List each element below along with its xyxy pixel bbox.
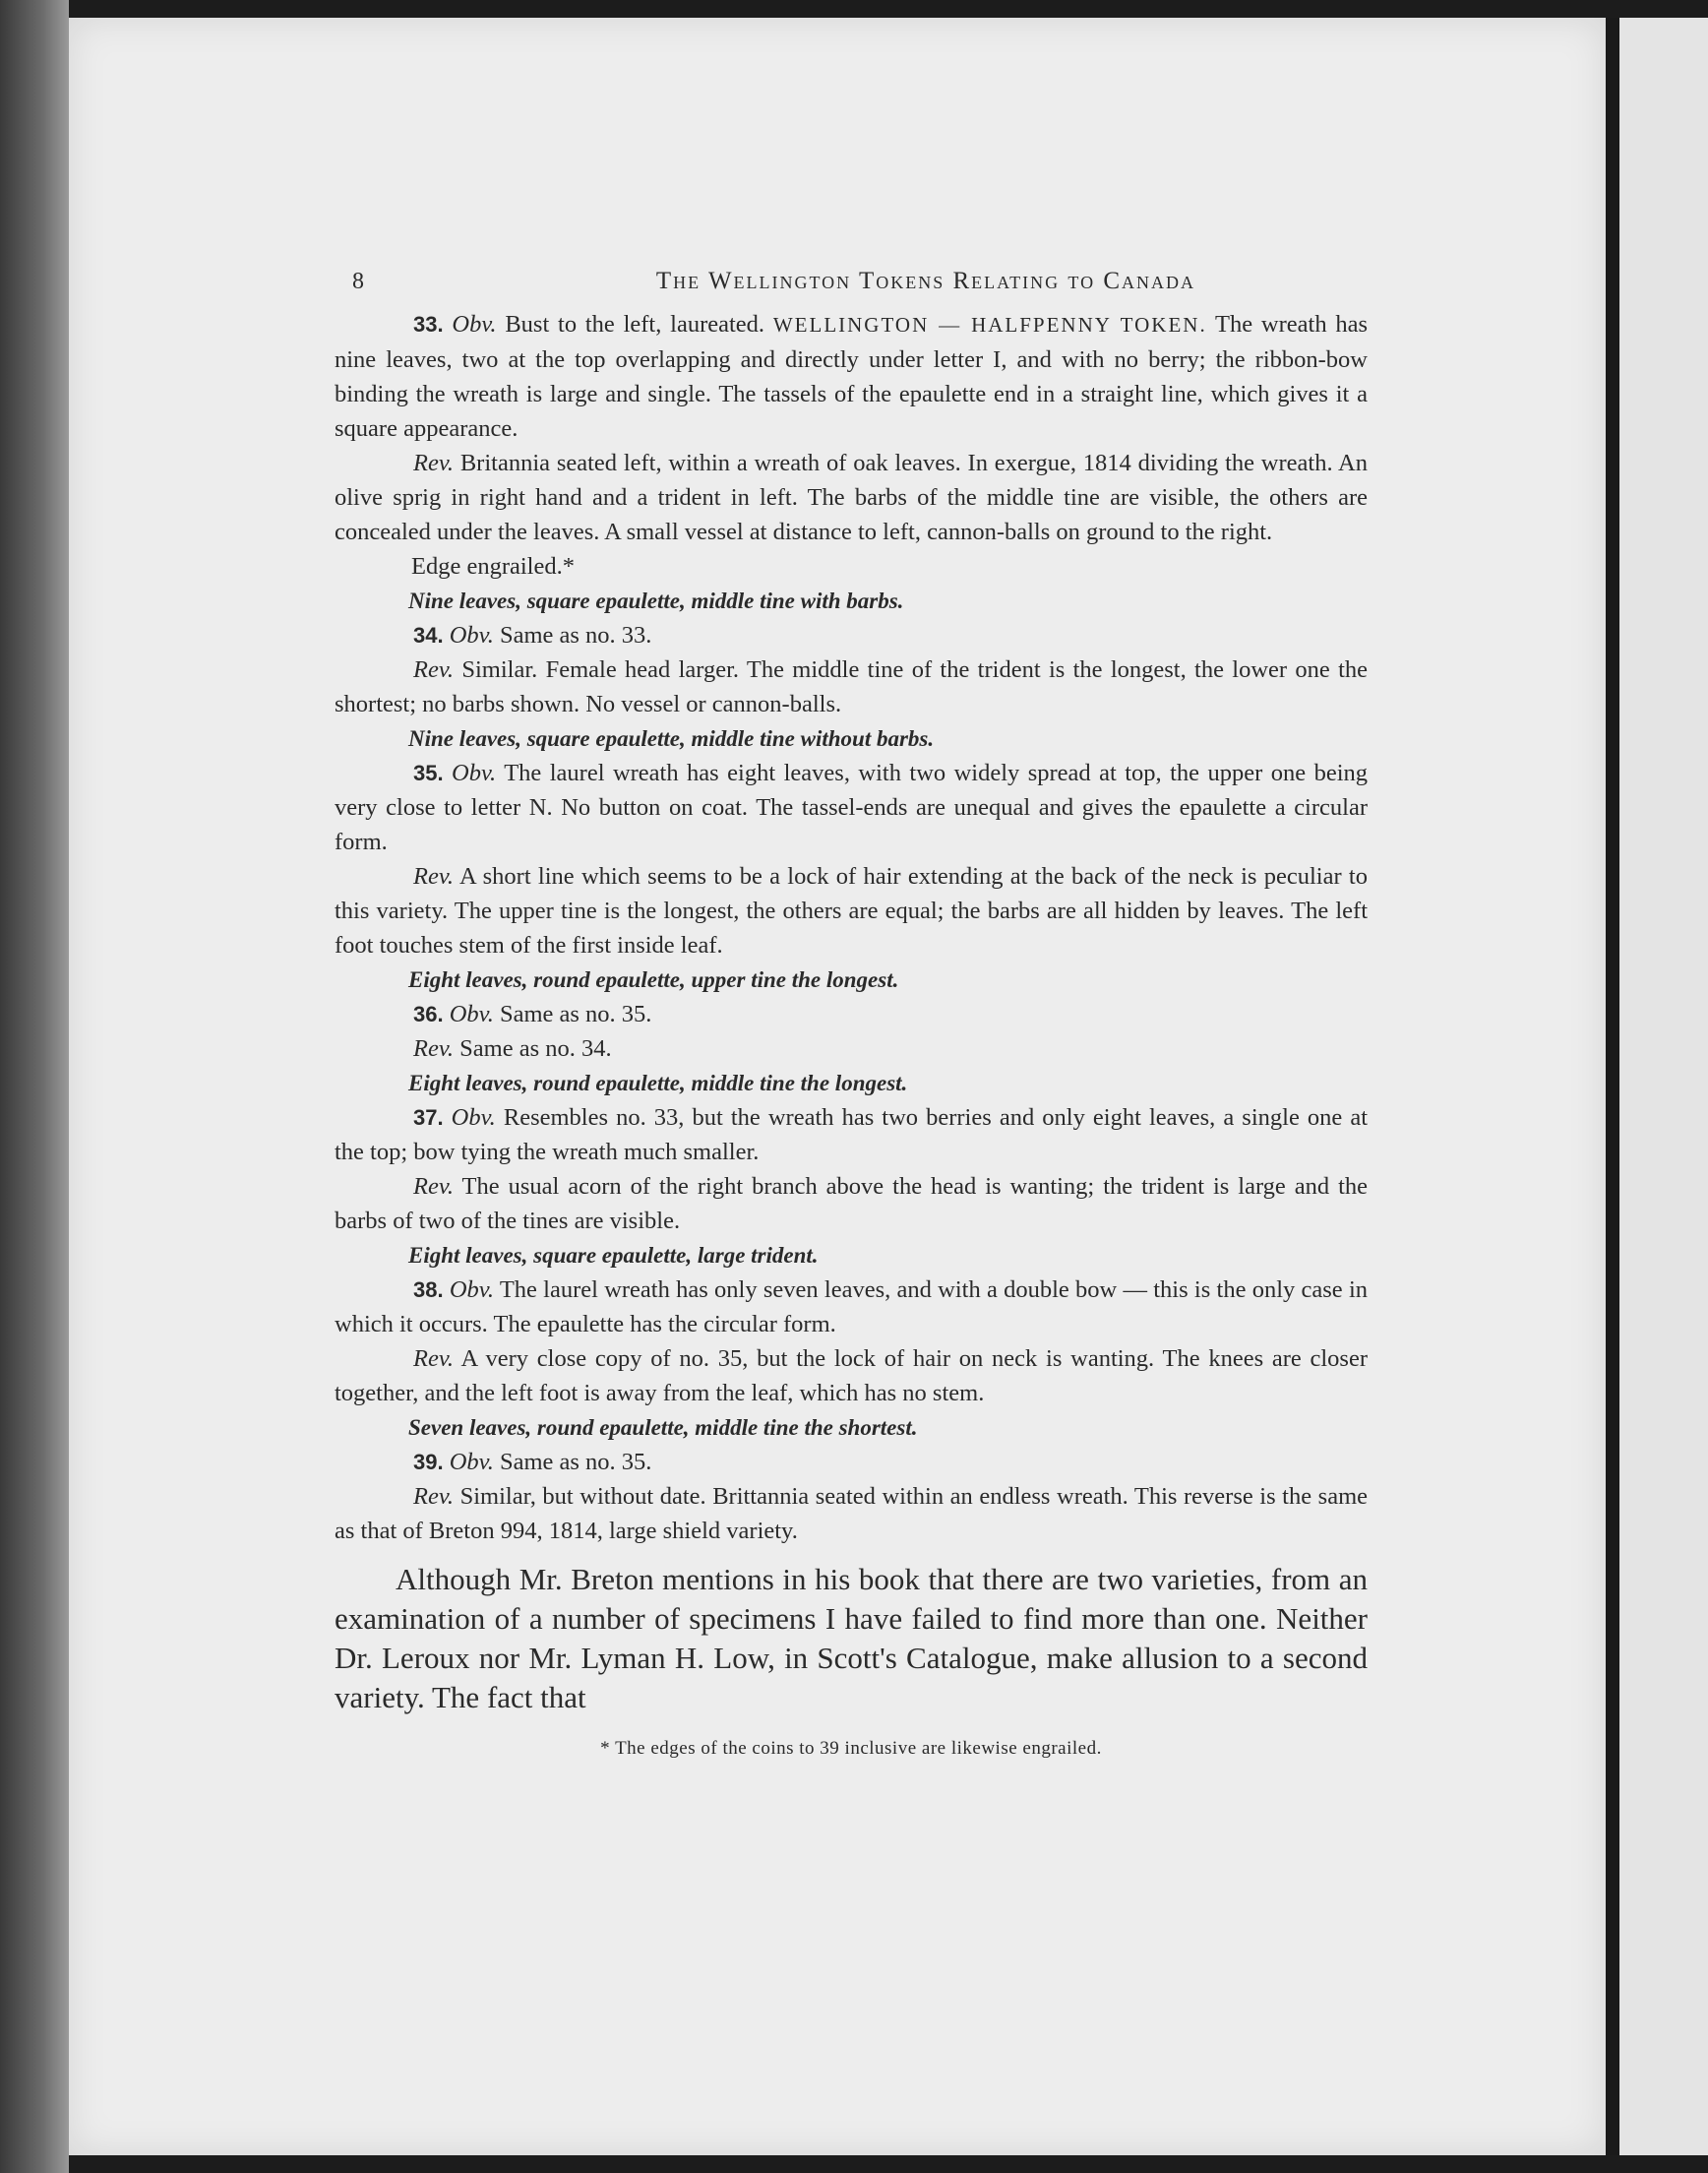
page-header xyxy=(335,264,1368,303)
entry-36-reverse: Rev. Same as no. 34. xyxy=(413,1035,612,1062)
entry-37-reverse: Rev. The usual acorn of the right branch above the head is wanting; the trident is large and the barbs of two of the tines are visible. xyxy=(335,1173,1368,1234)
entry-38-obverse: 38. Obv. The laurel wreath has only seven leaves, and with a double bow — this is the only case in which it occurs. The epaulette has the circular form. xyxy=(335,1276,1369,1337)
entry-33-obverse: 33. Obv. Bust to the left, laureated. WELLINGTON — HALFPENNY TOKEN. The wreath has nine leaves, two at the top overlapping and directly under letter I, and with no berry; the ribbon-bow binding the wreath is large and single. The tassels of the epaulette end in a straight line, which gives it a square appearance. xyxy=(335,311,1369,442)
entry-38-summary: Seven leaves, round epaulette, middle tine the shortest. xyxy=(408,1415,918,1440)
scanner-left-edge xyxy=(0,0,69,2173)
running-title: The Wellington Tokens Relating to Canada xyxy=(655,268,1195,294)
footnote: * The edges of the coins to 39 inclusive are likewise engrailed. xyxy=(600,1738,1102,1759)
entry-39-reverse: Rev. Similar, but without date. Brittannia seated within an endless wreath. This reverse is the same as that of Breton 994, 1814, large shield variety. xyxy=(335,1483,1369,1544)
entry-36-summary: Eight leaves, round epaulette, middle tine the longest. xyxy=(408,1071,908,1095)
entry-33-summary: Nine leaves, square epaulette, middle tine with barbs. xyxy=(408,589,904,613)
closing-paragraph: Although Mr. Breton mentions in his book that there are two varieties, from an examination of a number of specimens I have failed to find more than one. Neither Dr. Leroux nor Mr. Lyman H. Low, in Scott's Catalogue, make allusion to a second variety. The fact that xyxy=(335,1562,1368,1714)
entry-34-summary: Nine leaves, square epaulette, middle tine without barbs. xyxy=(408,726,935,751)
entry-39-obverse: 39. Obv. Same as no. 35. xyxy=(413,1449,652,1475)
entry-36-obverse: 36. Obv. Same as no. 35. xyxy=(413,1001,652,1027)
entry-35-summary: Eight leaves, round epaulette, upper tine the longest. xyxy=(408,967,899,992)
entry-37-obverse: 37. Obv. Resembles no. 33, but the wreath has two berries and only eight leaves, a single one at the top; bow tying the wreath much smaller. xyxy=(335,1104,1369,1165)
entry-34-reverse: Rev. Similar. Female head larger. The middle tine of the trident is the longest, the lower one the shortest; no barbs shown. No vessel or cannon-balls. xyxy=(335,656,1369,717)
entry-37-summary: Eight leaves, square epaulette, large trident. xyxy=(408,1243,819,1268)
entry-35-obverse: 35. Obv. The laurel wreath has eight leaves, with two widely spread at top, the upper one being very close to letter N. No button on coat. The tassel-ends are unequal and gives the epaulette a circular form. xyxy=(335,760,1368,855)
entry-34-obverse: 34. Obv. Same as no. 33. xyxy=(413,622,652,649)
entry-35-reverse: Rev. A short line which seems to be a lock of hair extending at the back of the neck is peculiar to this variety. The upper tine is the longest, the others are equal; the barbs are all hidden by leaves. The left foot touches stem of the first inside leaf. xyxy=(335,863,1368,959)
adjacent-page-edge xyxy=(1619,18,1708,2155)
page-number: 8 xyxy=(352,269,364,294)
entry-33-edge: Edge engrailed.* xyxy=(411,553,575,580)
page-text xyxy=(335,264,1368,1766)
entry-33-reverse: Rev. Britannia seated left, within a wreath of oak leaves. In exergue, 1814 dividing the wreath. An olive sprig in right hand and a trident in left. The barbs of the middle tine are visible, the others are concealed under the leaves. A small vessel at distance to left, cannon-balls on ground to the right. xyxy=(335,450,1368,545)
page-gutter xyxy=(1606,18,1619,2155)
entry-38-reverse: Rev. A very close copy of no. 35, but the lock of hair on neck is wanting. The knees are closer together, and the left foot is away from the leaf, which has no stem. xyxy=(335,1345,1368,1406)
